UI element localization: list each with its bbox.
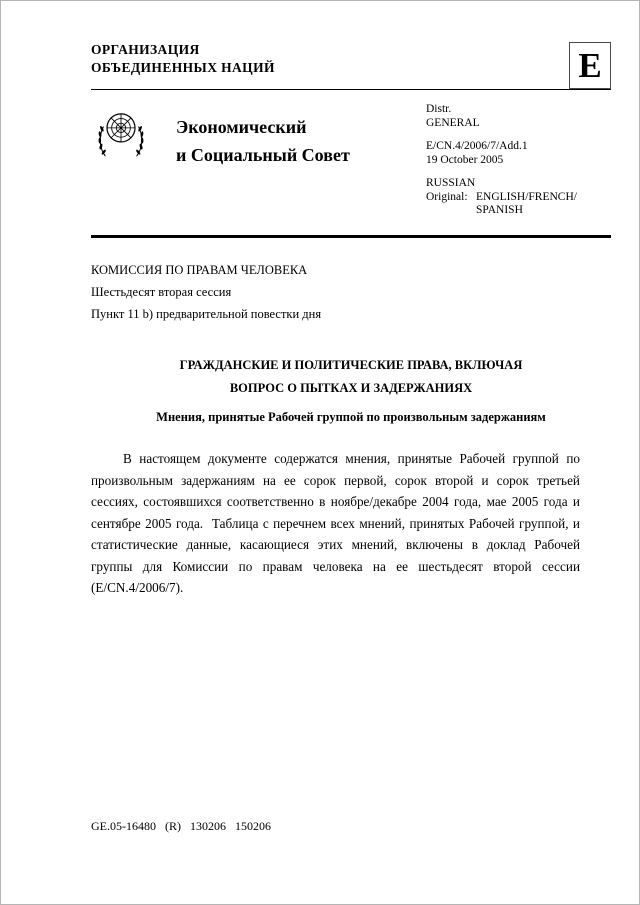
document-title: [91, 354, 611, 400]
council-line-1: Экономический: [176, 117, 307, 137]
un-emblem-svg: [93, 105, 149, 161]
original-label: Original:: [426, 190, 468, 203]
document-symbol: E/CN.4/2006/7/Add.1: [426, 140, 528, 152]
masthead: [91, 97, 611, 229]
document-date: 19 October 2005: [426, 153, 504, 166]
document-subtitle: Мнения, принятые Рабочей группой по произвольным задержаниям: [156, 410, 546, 424]
original-languages: [426, 191, 577, 218]
council-line-2: и Социальный Совет: [176, 145, 350, 165]
organization-name: [91, 41, 611, 77]
document-series-letter: E: [569, 42, 611, 89]
org-line-1: ОРГАНИЗАЦИЯ: [91, 42, 200, 57]
spacer: [426, 130, 577, 140]
spacer: [426, 167, 577, 177]
distr-value: GENERAL: [426, 116, 480, 129]
document-language: RUSSIAN: [426, 177, 476, 189]
title-line-1: ГРАЖДАНСКИЕ И ПОЛИТИЧЕСКИЕ ПРАВА, ВКЛЮЧАЯ: [179, 358, 523, 372]
masthead-rule: [91, 235, 611, 238]
council-title: [176, 113, 350, 169]
original-value-1: ENGLISH/FRENCH/: [476, 190, 577, 203]
footer-reference: GE.05-16480 (R) 130206 150206: [91, 819, 271, 833]
original-values: [476, 191, 577, 218]
distribution-block: [426, 103, 577, 218]
un-emblem-icon: [93, 105, 149, 161]
original-value-2: SPANISH: [476, 204, 523, 216]
commission-name: КОМИССИЯ ПО ПРАВАМ ЧЕЛОВЕКА: [91, 263, 308, 277]
distr-label: Distr.: [426, 103, 452, 115]
session-number: Шестьдесят вторая сессия: [91, 285, 232, 299]
agenda-item: Пункт 11 b) предварительной повестки дня: [91, 307, 322, 321]
title-line-2: ВОПРОС О ПЫТКАХ И ЗАДЕРЖАНИЯХ: [229, 381, 473, 395]
masthead-header: [91, 41, 611, 90]
session-info: [91, 259, 321, 325]
org-line-2: ОБЪЕДИНЕННЫХ НАЦИЙ: [91, 60, 275, 75]
summary-paragraph: В настоящем документе содержатся мнения, принятые Рабочей группой по произвольным задержаниям на ее сорок первой, сорок второй и сорок третьей сессиях, состоявшихся соответственно в ноябре/декабре 2004 года, мае 2005 года и сентябре 2005 года. Таблица с перечнем всех мнений, принятых Рабочей группой, и статистические данные, касающиеся этих мнений, включены в доклад Рабочей группы для Комиссии по правам человека на ее шестьдесят второй сессии (E/CN.4/2006/7).: [91, 451, 580, 595]
